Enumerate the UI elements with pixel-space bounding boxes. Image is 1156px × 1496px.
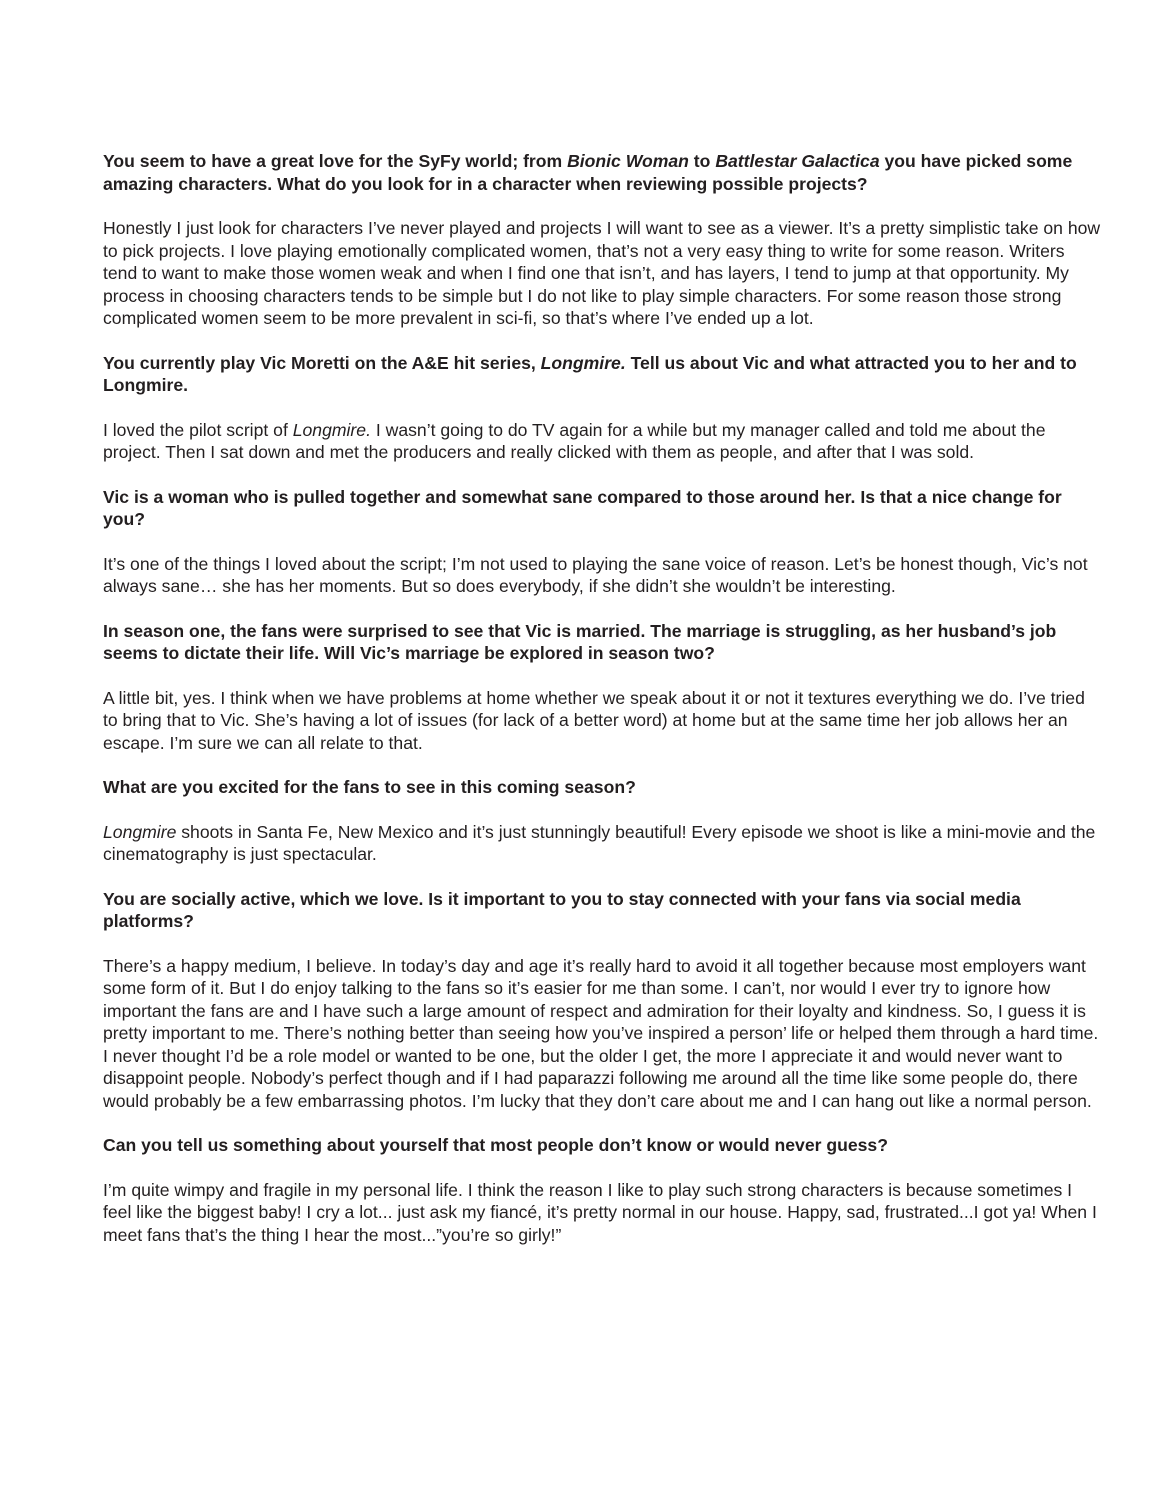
question-title-italic: Bionic Woman (567, 151, 689, 171)
question-text: to (688, 151, 716, 171)
qa-block (103, 888, 1103, 1113)
answer-text: I loved the pilot script of (103, 419, 293, 440)
question-text: Vic is a woman who is pulled together and somewhat sane compared to those around her. Is that a nice change for you? (103, 486, 1062, 529)
interview-answer (103, 687, 1103, 755)
qa-block (103, 776, 1103, 866)
question-text: Can you tell us something about yourself that most people don’t know or would never guess? (103, 1135, 888, 1155)
answer-text: I’m quite wimpy and fragile in my personal life. I think the reason I like to play such strong characters is because sometimes I feel like the biggest baby! I cry a lot... just ask my fiancé, it’s pretty normal in our house. Happy, sad, frustrated...I got ya! When I meet fans that’s the thing I hear the most...”you’re so girly!” (103, 1179, 1097, 1245)
interview-answer (103, 821, 1103, 866)
answer-text: A little bit, yes. I think when we have problems at home whether we speak about it or not it textures everything we do. I’ve tried to bring that to Vic. She’s having a lot of issues (for lack of a better word) at home but at the same time her job allows her an escape. I’m sure we can all relate to that. (103, 687, 1085, 753)
interview-answer (103, 1179, 1103, 1247)
question-text: What are you excited for the fans to see in this coming season? (103, 777, 636, 797)
interview-question (103, 620, 1103, 665)
question-text: You are socially active, which we love. Is it important to you to stay connected with your fans via social media platforms? (103, 888, 1021, 931)
qa-block (103, 620, 1103, 755)
answer-text: It’s one of the things I loved about the script; I’m not used to playing the sane voice of reason. Let’s be honest though, Vic’s not always sane… she has her moments. But so does everybody, if she didn’t she wouldn’t be interesting. (103, 553, 1088, 596)
answer-text: Honestly I just look for characters I’ve never played and projects I will want to see as a viewer. It’s a pretty simplistic take on how to pick projects. I love playing emotionally complicated women, that’s not a very easy thing to write for some reason. Writers tend to want to make those women weak and when I find one that isn’t, and has layers, I tend to jump at that opportunity. My process in choosing characters tends to be simple but I do not like to play simple characters. For some reason those strong complicated women seem to be more prevalent in sci-fi, so that’s where I’ve ended up a lot. (103, 218, 1101, 328)
qa-block (103, 352, 1103, 464)
interview-question (103, 776, 1103, 799)
interview-question (103, 486, 1103, 531)
question-title-italic: Battlestar Galactica (715, 151, 880, 171)
interview-question (103, 352, 1103, 397)
qa-block (103, 150, 1103, 330)
question-text: you have picked some amazing characters. What do you look for in a character when reviewing possible projects? (103, 151, 1073, 194)
interview-page (103, 150, 1103, 1268)
qa-block (103, 486, 1103, 598)
answer-text: There’s a happy medium, I believe. In today’s day and age it’s really hard to avoid it all together because most employers want some form of it. But I do enjoy talking to the fans so it’s easier for me than some. I can’t, nor would I ever try to ignore how important the fans are and I have such a large amount of respect and admiration for their loyalty and kindness. So, I guess it is pretty important to me. There’s nothing better than seeing how you’ve inspired a person’ life or helped them through a hard time. I never thought I’d be a role model or wanted to be one, but the older I get, the more I appreciate it and would never want to disappoint people. Nobody’s perfect though and if I had paparazzi following me around all the time like some people do, there would probably be a few embarrassing photos. I’m lucky that they don’t care about me and I can hang out like a normal person. (103, 955, 1099, 1111)
answer-text: shoots in Santa Fe, New Mexico and it’s just stunningly beautiful! Every episode we shoot is like a mini-movie and the cinematography is just spectacular. (103, 821, 1096, 864)
interview-question (103, 888, 1103, 933)
question-text: You seem to have a great love for the SyFy world; from (103, 151, 568, 171)
interview-answer (103, 955, 1103, 1113)
answer-title-italic: Longmire. (292, 419, 371, 440)
question-title-italic: Longmire. (540, 352, 626, 373)
question-text: You currently play Vic Moretti on the A&E hit series, (103, 352, 541, 373)
answer-text: I wasn’t going to do TV again for a while but my manager called and told me about the project. Then I sat down and met the producers and really clicked with them as people, and after that I was sold. (103, 419, 1046, 462)
interview-answer (103, 419, 1103, 464)
question-text: Tell us about Vic and what attracted you to her and to Longmire. (103, 352, 1077, 395)
answer-title-italic: Longmire (103, 821, 177, 842)
question-text: In season one, the fans were surprised to see that Vic is married. The marriage is struggling, as her husband’s job seems to dictate their life. Will Vic’s marriage be explored in season two? (103, 620, 1057, 663)
interview-question (103, 150, 1103, 195)
interview-answer (103, 217, 1103, 330)
qa-block (103, 1134, 1103, 1246)
interview-answer (103, 553, 1103, 598)
interview-question (103, 1134, 1103, 1157)
